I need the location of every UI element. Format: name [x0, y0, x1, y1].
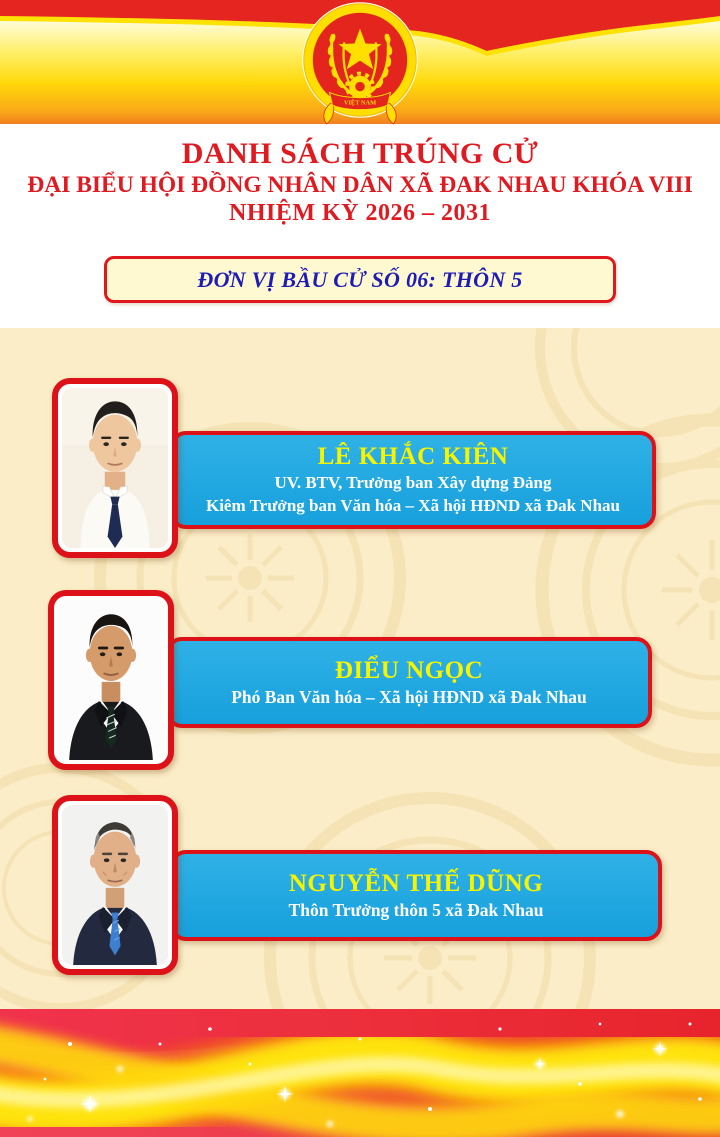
candidate-photo-3 [62, 805, 168, 965]
candidate-banner-1 [170, 431, 656, 529]
candidate-photo-frame-3 [52, 795, 178, 975]
candidate-banner-3 [170, 850, 662, 941]
electoral-unit-label: ĐƠN VỊ BẦU CỬ SỐ 06: THÔN 5 [197, 266, 523, 292]
poster-title-line2: ĐẠI BIỂU HỘI ĐỒNG NHÂN DÂN XÃ ĐAK NHAU KHÓA VIII [27, 172, 693, 198]
poster-title-line3: NHIỆM KỲ 2026 – 2031 [229, 200, 491, 226]
poster-title-line1: DANH SÁCH TRÚNG CỬ [181, 137, 539, 170]
candidate-banner-2 [166, 637, 652, 728]
candidate-photo-frame-1 [52, 378, 178, 558]
candidate-role-line2: Kiêm Trưởng ban Văn hóa – Xã hội HĐND xã Đak Nhau [205, 496, 620, 515]
candidate-photo-2 [58, 600, 164, 760]
emblem-text: VIỆT NAM [343, 99, 377, 107]
candidate-role-line1: UV. BTV, Trưởng ban Xây dựng Đảng [274, 473, 552, 493]
vietnam-national-emblem [301, 1, 419, 127]
candidate-role-line1: Phó Ban Văn hóa – Xã hội HĐND xã Đak Nhau [231, 686, 587, 707]
emblem-graphic [301, 1, 419, 129]
candidate-name: LÊ KHẮC KIÊN [317, 443, 509, 471]
candidate-photo-frame-2 [48, 590, 174, 770]
bottom-swoosh-band [0, 1009, 720, 1137]
electoral-unit-banner [104, 256, 616, 303]
candidate-role-line1: Thôn Trưởng thôn 5 xã Đak Nhau [288, 899, 544, 920]
swoosh-graphic [0, 1009, 720, 1137]
candidate-name: NGUYỄN THẾ DŨNG [288, 869, 544, 897]
candidate-photo-1 [62, 388, 168, 548]
candidate-name: ĐIỂU NGỌC [334, 656, 484, 684]
